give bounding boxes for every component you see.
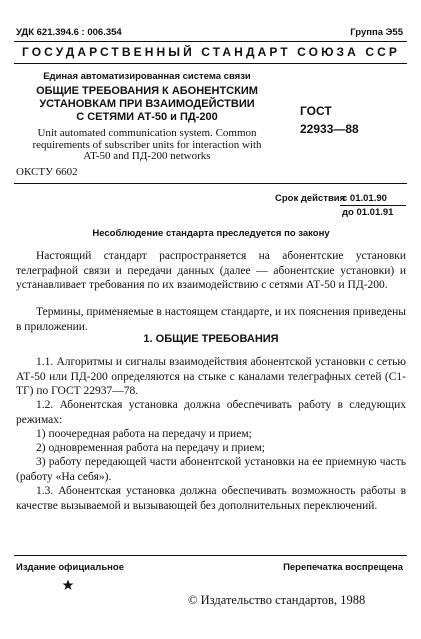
standard-banner: ГОСУДАРСТВЕННЫЙ СТАНДАРТ СОЮЗА ССР — [22, 45, 400, 59]
english-title-line: AT-50 and ПД-200 networks — [83, 150, 211, 162]
title-line: УСТАНОВКАМ ПРИ ВЗАИМОДЕЙСТВИИ — [39, 98, 255, 110]
footer-rule — [14, 555, 407, 556]
banner-rule — [14, 63, 407, 64]
clause-1-1: 1.1. Алгоритмы и сигналы взаимодействия абонентской установки с сетью АТ-50 или ПД-200 определяются на стыке с каналами телеграфных сетей (С1-ТГ) по ГОСТ 22937—78. — [16, 356, 406, 397]
group-code: Группа Э55 — [350, 27, 403, 38]
edition-label: Издание официальное — [16, 562, 124, 573]
intro-paragraph-1: Настоящий стандарт распространяется на абонентские установки телеграфной связи и передачи данных (далее — абонентские установки) и устанавливает требования по их взаимодействию с сетями АТ-50 и ПД-200. — [16, 250, 406, 291]
validity-label: Срок действия — [275, 193, 346, 204]
title-line: ОБЩИЕ ТРЕБОВАНИЯ К АБОНЕНТСКИМ — [36, 85, 258, 97]
clause-1-3: 1.3. Абонентская установка должна обеспечивать возможность работы в качестве вызываемой и вызывающей без дополнительных переключений. — [16, 485, 406, 512]
section-heading: 1. ОБЩИЕ ТРЕБОВАНИЯ — [143, 333, 279, 345]
title-rule — [14, 183, 407, 184]
header-rule — [14, 41, 407, 42]
validity-to: до 01.01.91 — [342, 207, 394, 218]
mode-list-item: 1) поочередная работа на передачу и прием; — [36, 428, 252, 440]
copyright-notice: © Издательство стандартов, 1988 — [188, 593, 366, 607]
clause-1-2: 1.2. Абонентская установка должна обеспечивать работу в следующих режимах: — [16, 399, 406, 426]
gost-label: ГОСТ — [300, 104, 332, 118]
law-notice: Несоблюдение стандарта преследуется по закону — [92, 228, 330, 239]
system-name: Единая автоматизированная система связи — [43, 71, 251, 82]
title-line: С СЕТЯМИ АТ-50 и ПД-200 — [76, 111, 218, 123]
intro-paragraph-2: Термины, применяемые в настоящем стандарте, и их пояснения приведены в приложении. — [16, 306, 406, 333]
document-title — [16, 85, 278, 124]
english-title — [16, 128, 278, 163]
gost-number: 22933—88 — [300, 122, 359, 136]
okstu-code: ОКСТУ 6602 — [16, 166, 78, 178]
mode-list-item: 2) одновременная работа на передачу и прием; — [36, 442, 265, 454]
udk-code: УДК 621.394.6 : 006.354 — [16, 27, 122, 38]
star-icon — [62, 576, 74, 595]
english-title-line: requirements of subscriber units for interaction with — [32, 138, 262, 151]
reprint-notice: Перепечатка воспрещена — [283, 562, 403, 573]
validity-rule — [340, 205, 406, 206]
mode-list-item: 3) работу передающей части абонентской установки на ее приемную часть (работу «На себя»). — [16, 456, 406, 483]
validity-from: с 01.01.90 — [342, 193, 387, 204]
english-title-line: Unit automated communication system. Common — [37, 127, 257, 139]
